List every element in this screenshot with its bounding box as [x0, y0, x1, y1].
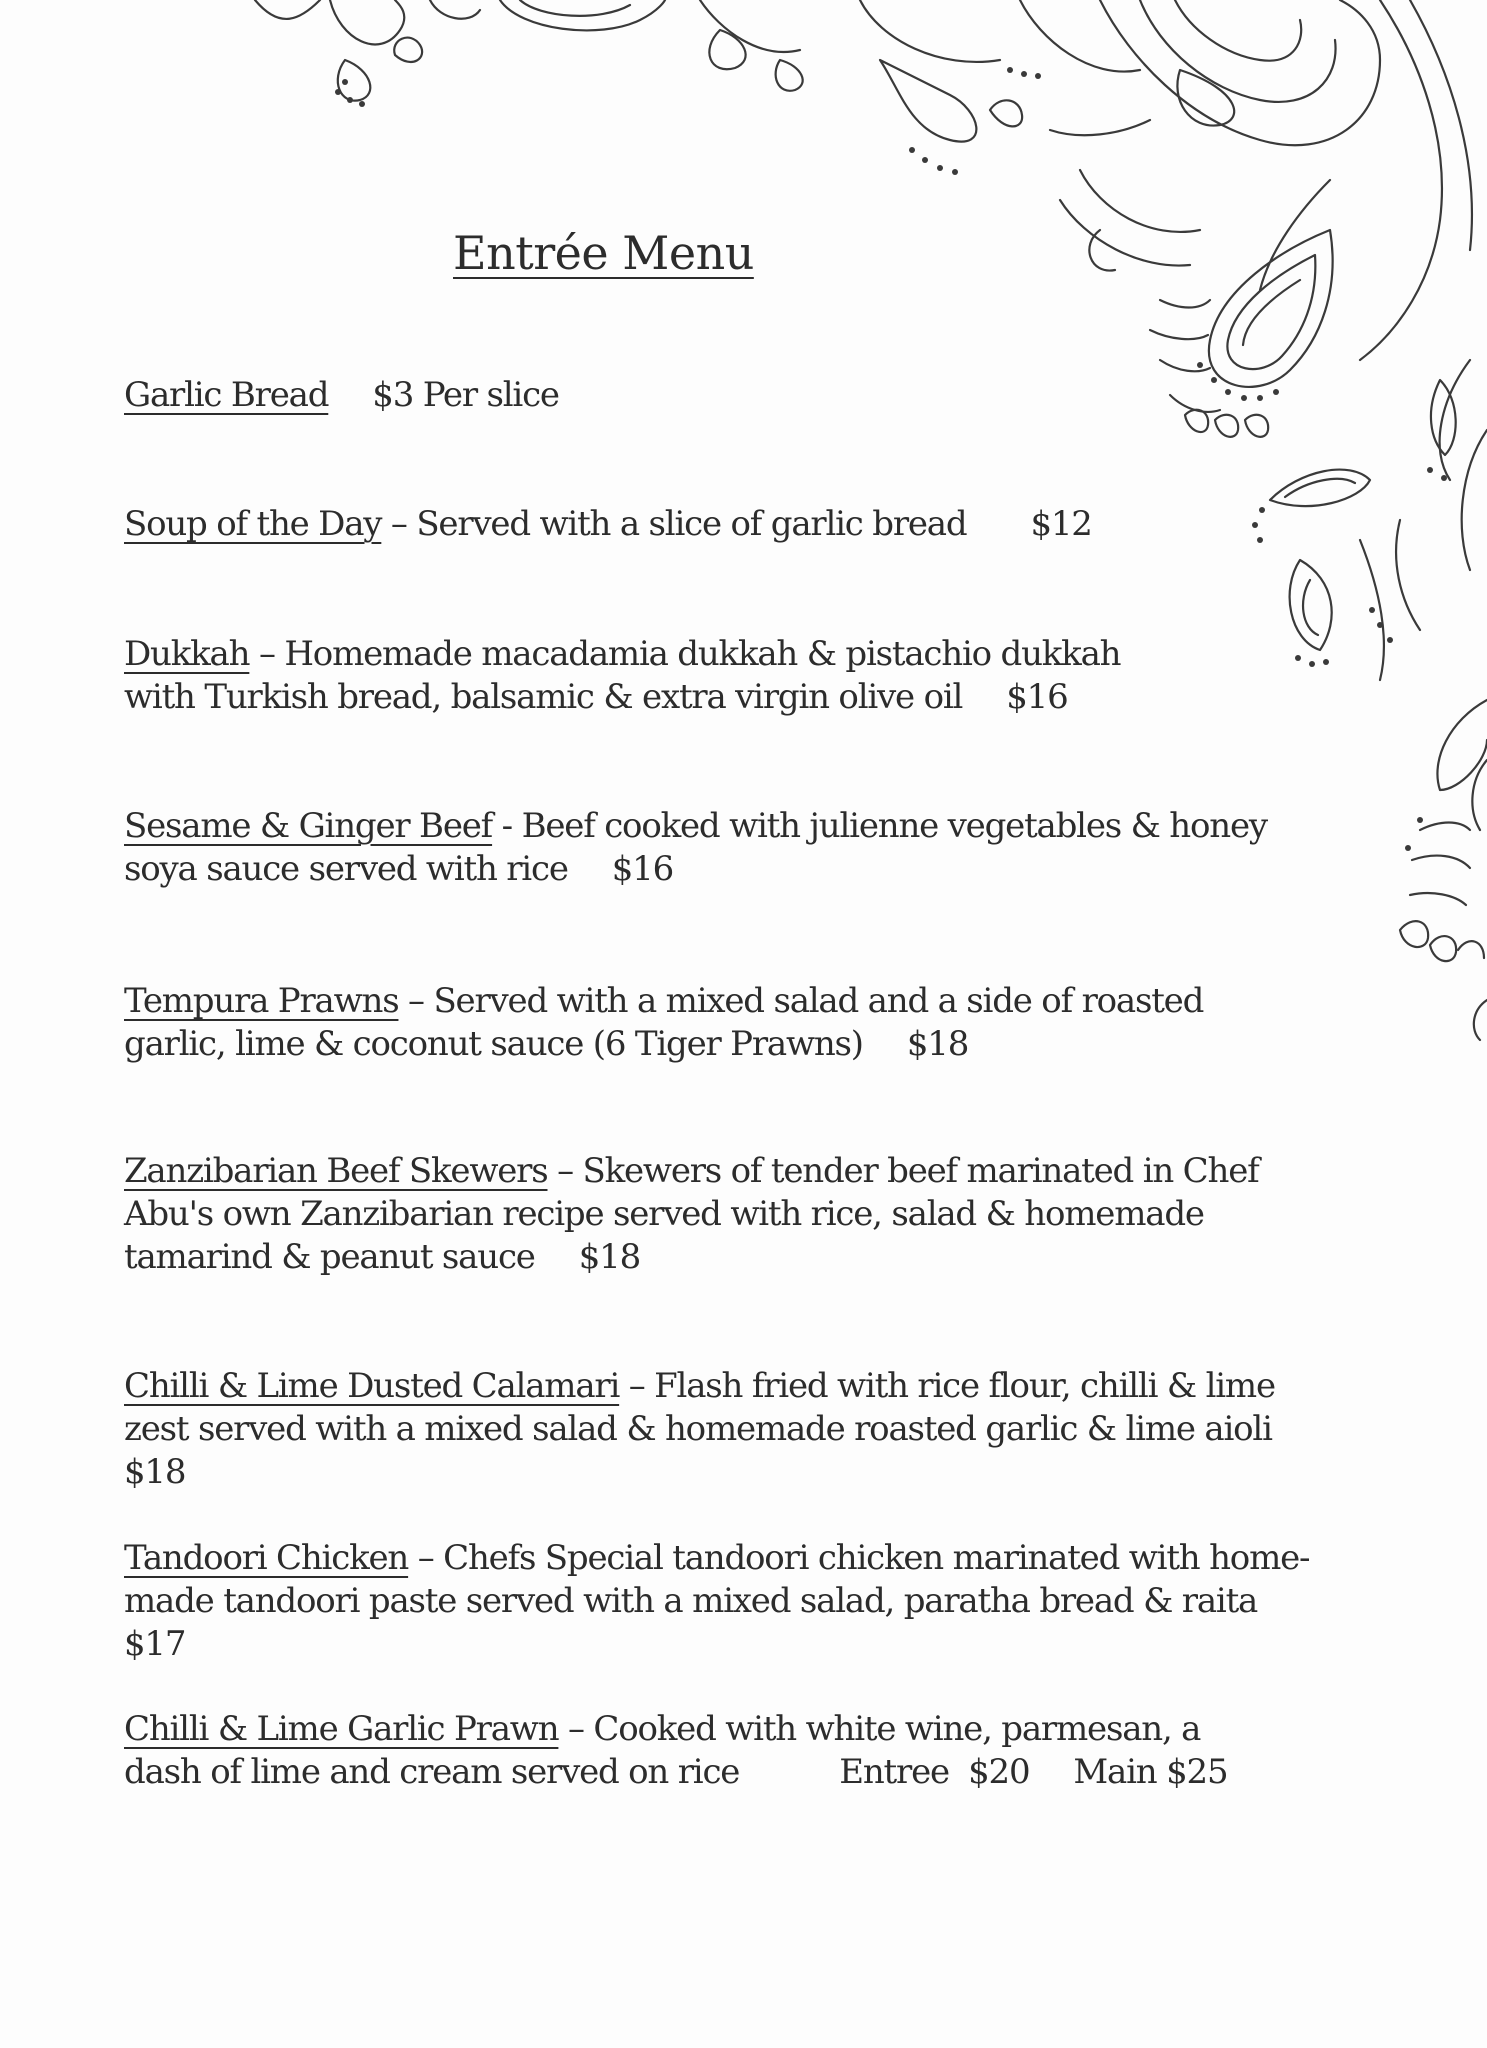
menu-item-description: Flash fried with rice flour, chilli & lime zest served with a mixed salad & homemade roasted garlic & lime aioli	[124, 1366, 1275, 1449]
menu-item-chilli-lime-dusted-calamari	[124, 1365, 1324, 1494]
menu-item-price: Entree $20	[839, 1752, 1030, 1792]
menu-item-separator: –	[408, 1538, 444, 1578]
menu-item-name: Dukkah	[124, 634, 250, 674]
menu-item-soup-of-the-day	[124, 503, 1354, 546]
menu-item-name: Zanzibarian Beef Skewers	[124, 1151, 548, 1191]
menu-item-price: $3 Per slice	[372, 375, 559, 415]
menu-item-tempura-prawns	[124, 980, 1314, 1066]
menu-item-price-main: Main $25	[1073, 1752, 1228, 1792]
menu-item-name: Chilli & Lime Garlic Prawn	[124, 1709, 559, 1749]
menu-item-price: $17	[124, 1624, 186, 1664]
menu-item-name: Garlic Bread	[124, 375, 329, 415]
page-title: Entrée Menu	[453, 226, 754, 280]
menu-item-garlic-bread	[124, 374, 1354, 417]
menu-item-separator: –	[381, 504, 417, 544]
menu-item-description: Chefs Special tandoori chicken marinated with home-made tandoori paste served with a mixed salad, paratha bread & raita	[124, 1538, 1310, 1621]
menu-item-description: Homemade macadamia dukkah & pistachio dukkah with Turkish bread, balsamic & extra virgin olive oil	[124, 634, 1121, 717]
menu-item-zanzibarian-beef-skewers	[124, 1150, 1354, 1279]
menu-item-separator: –	[558, 1709, 594, 1749]
menu-item-name: Soup of the Day	[124, 504, 382, 544]
menu-item-price: $12	[1030, 504, 1092, 544]
menu-item-price: $18	[124, 1452, 186, 1492]
menu-item-tandoori-chicken	[124, 1537, 1324, 1666]
menu-item-description: Served with a slice of garlic bread	[416, 504, 967, 544]
menu-item-price: $16	[611, 849, 674, 889]
menu-item-description: Skewers of tender beef marinated in Chef Abu's own Zanzibarian recipe served with rice, salad & homemade tamarind & peanut sauce	[124, 1151, 1259, 1277]
menu-item-description: Cooked with white wine, parmesan, a dash of lime and cream served on rice	[124, 1709, 1201, 1792]
menu-item-price: $18	[906, 1024, 969, 1064]
menu-item-description: Served with a mixed salad and a side of roasted garlic, lime & coconut sauce (6 Tiger Prawns)	[124, 981, 1204, 1064]
menu-item-price: $16	[1006, 677, 1068, 717]
menu-item-description: Beef cooked with julienne vegetables & honey soya sauce served with rice	[124, 806, 1267, 889]
menu-item-separator: –	[249, 634, 285, 674]
menu-item-sesame-ginger-beef	[124, 805, 1324, 891]
menu-item-separator: -	[492, 806, 522, 846]
menu-item-name: Chilli & Lime Dusted Calamari	[124, 1366, 620, 1406]
menu-item-name: Tandoori Chicken	[124, 1538, 409, 1578]
menu-item-name: Sesame & Ginger Beef	[124, 806, 493, 846]
menu-item-chilli-lime-garlic-prawn	[124, 1708, 1284, 1794]
menu-item-separator: –	[619, 1366, 655, 1406]
menu-item-dukkah	[124, 633, 1184, 719]
menu-item-separator: –	[398, 981, 434, 1021]
menu-item-price: $18	[578, 1237, 641, 1277]
menu-item-separator: –	[547, 1151, 583, 1191]
menu-item-name: Tempura Prawns	[124, 981, 399, 1021]
